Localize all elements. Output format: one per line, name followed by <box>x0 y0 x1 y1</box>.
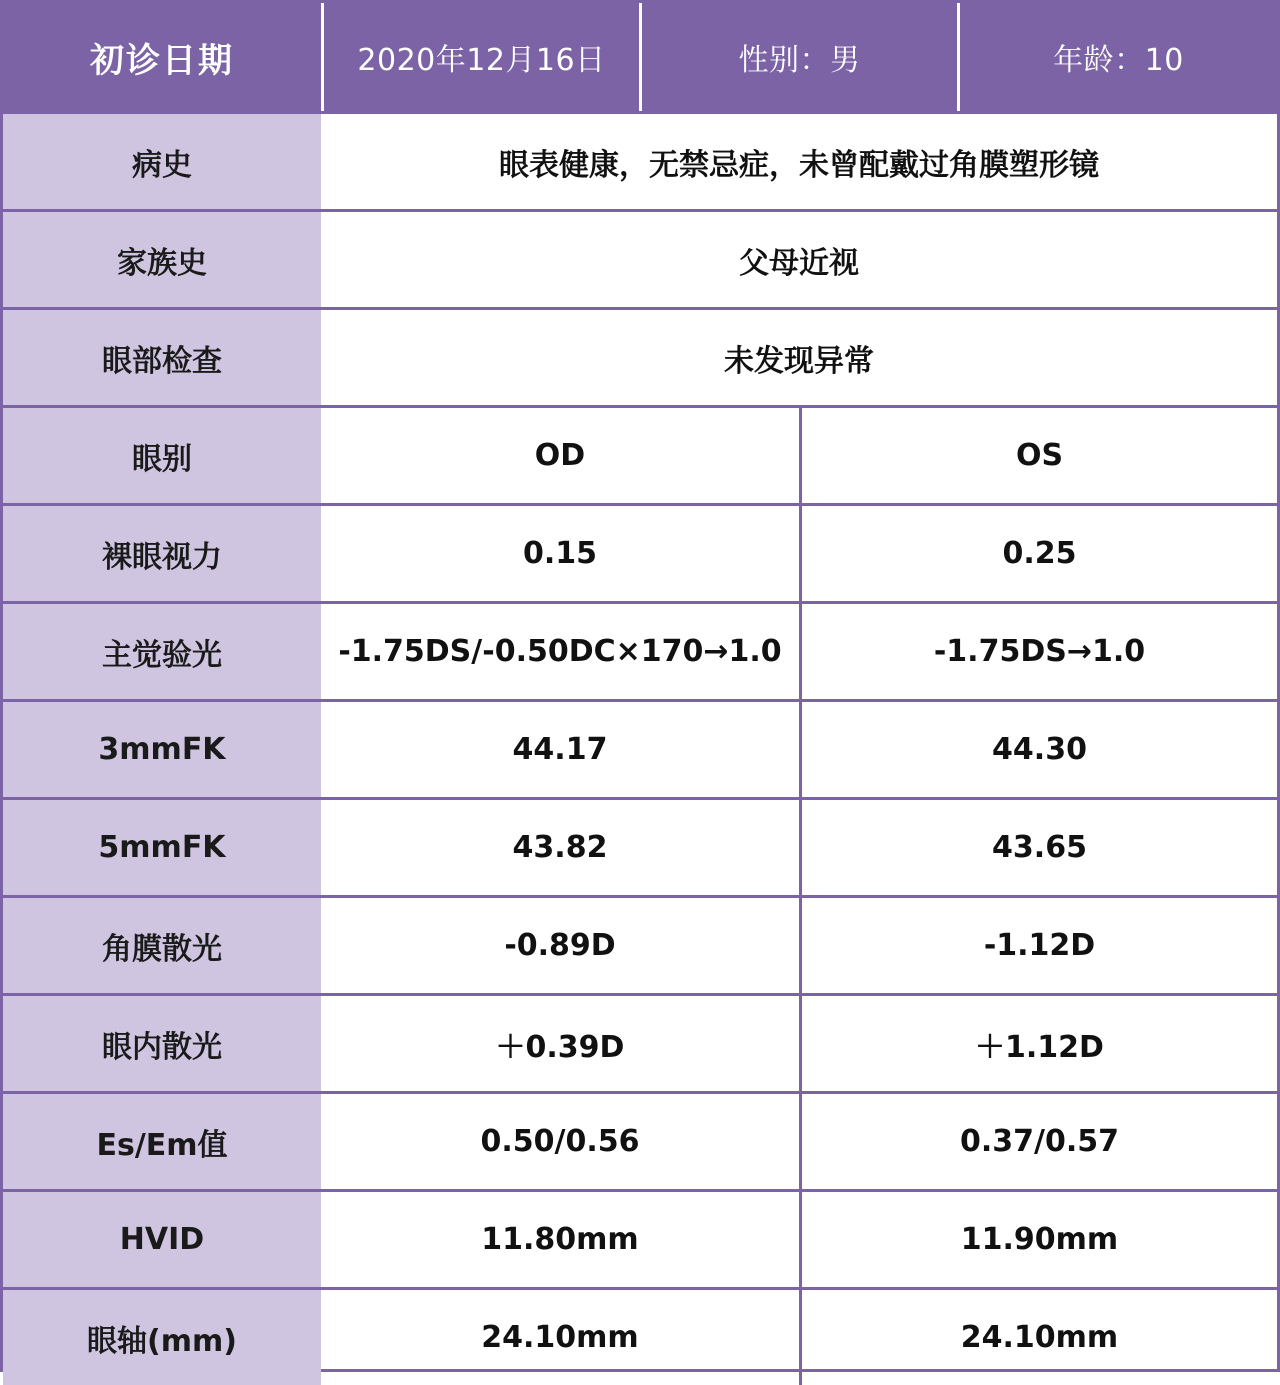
od-value: -0.89D <box>504 928 616 963</box>
first-visit-date-label: 初诊日期 <box>90 40 234 81</box>
row-label: 5mmFK <box>3 800 321 895</box>
od-value: 43.82 <box>512 830 608 865</box>
os-value: ＋1.12D <box>799 996 1277 1091</box>
row-label: HVID <box>3 1192 321 1287</box>
eye-exam-value: 未发现异常 <box>724 343 874 379</box>
os-value: 11.90mm <box>799 1192 1277 1287</box>
row-label: 主觉验光 <box>3 604 321 699</box>
table-row <box>3 1091 1277 1189</box>
table-row <box>3 601 1277 699</box>
os-value: 24.10mm <box>799 1290 1277 1385</box>
od-header: OD <box>534 438 586 473</box>
row-label: 角膜散光 <box>3 898 321 993</box>
os-value: -1.12D <box>799 898 1277 993</box>
od-value: 44.17 <box>512 732 608 767</box>
table-body <box>3 114 1277 1385</box>
table-row <box>3 1189 1277 1287</box>
od-value: 0.15 <box>522 536 598 571</box>
table-row <box>3 307 1277 405</box>
od-value: ＋0.39D <box>495 1029 625 1065</box>
row-values <box>321 1192 1277 1287</box>
od-value: 0.50/0.56 <box>480 1124 640 1159</box>
table-row <box>3 405 1277 503</box>
row-label: 眼别 <box>3 408 321 503</box>
row-values <box>321 408 1277 503</box>
table-row <box>3 993 1277 1091</box>
od-value: -1.75DS/-0.50DC×170→1.0 <box>338 634 782 669</box>
os-value: 44.30 <box>799 702 1277 797</box>
row-label: 眼部检查 <box>3 310 321 405</box>
visit-date: 2020年12月16日 <box>321 3 639 111</box>
row-values <box>321 1290 1277 1385</box>
row-label: Es/Em值 <box>3 1094 321 1189</box>
family-history-value: 父母近视 <box>739 245 859 281</box>
table-row <box>3 503 1277 601</box>
row-label: 病史 <box>3 114 321 209</box>
table-row <box>3 895 1277 993</box>
table-row <box>3 1287 1277 1385</box>
os-value: -1.75DS→1.0 <box>799 604 1277 699</box>
row-values <box>321 604 1277 699</box>
table-header <box>3 3 1277 114</box>
row-label: 3mmFK <box>3 702 321 797</box>
row-values <box>321 506 1277 601</box>
patient-age: 年龄：10 <box>957 3 1277 111</box>
row-values <box>321 898 1277 993</box>
patient-sex: 性别：男 <box>639 3 957 111</box>
row-label: 眼内散光 <box>3 996 321 1091</box>
medical-history-value: 眼表健康，无禁忌症，未曾配戴过角膜塑形镜 <box>499 147 1099 183</box>
table-row <box>3 797 1277 895</box>
table-row <box>3 699 1277 797</box>
row-values <box>321 800 1277 895</box>
os-value: 43.65 <box>799 800 1277 895</box>
table-row <box>3 209 1277 307</box>
row-values <box>321 702 1277 797</box>
os-value: 0.25 <box>799 506 1277 601</box>
row-label: 家族史 <box>3 212 321 307</box>
od-value: 24.10mm <box>481 1320 639 1355</box>
od-value: 11.80mm <box>481 1222 639 1257</box>
row-values <box>321 1094 1277 1189</box>
os-value: 0.37/0.57 <box>799 1094 1277 1189</box>
row-values <box>321 996 1277 1091</box>
table-row <box>3 114 1277 209</box>
row-label: 裸眼视力 <box>3 506 321 601</box>
os-header: OS <box>799 408 1277 503</box>
row-label: 眼轴(mm) <box>3 1290 321 1385</box>
